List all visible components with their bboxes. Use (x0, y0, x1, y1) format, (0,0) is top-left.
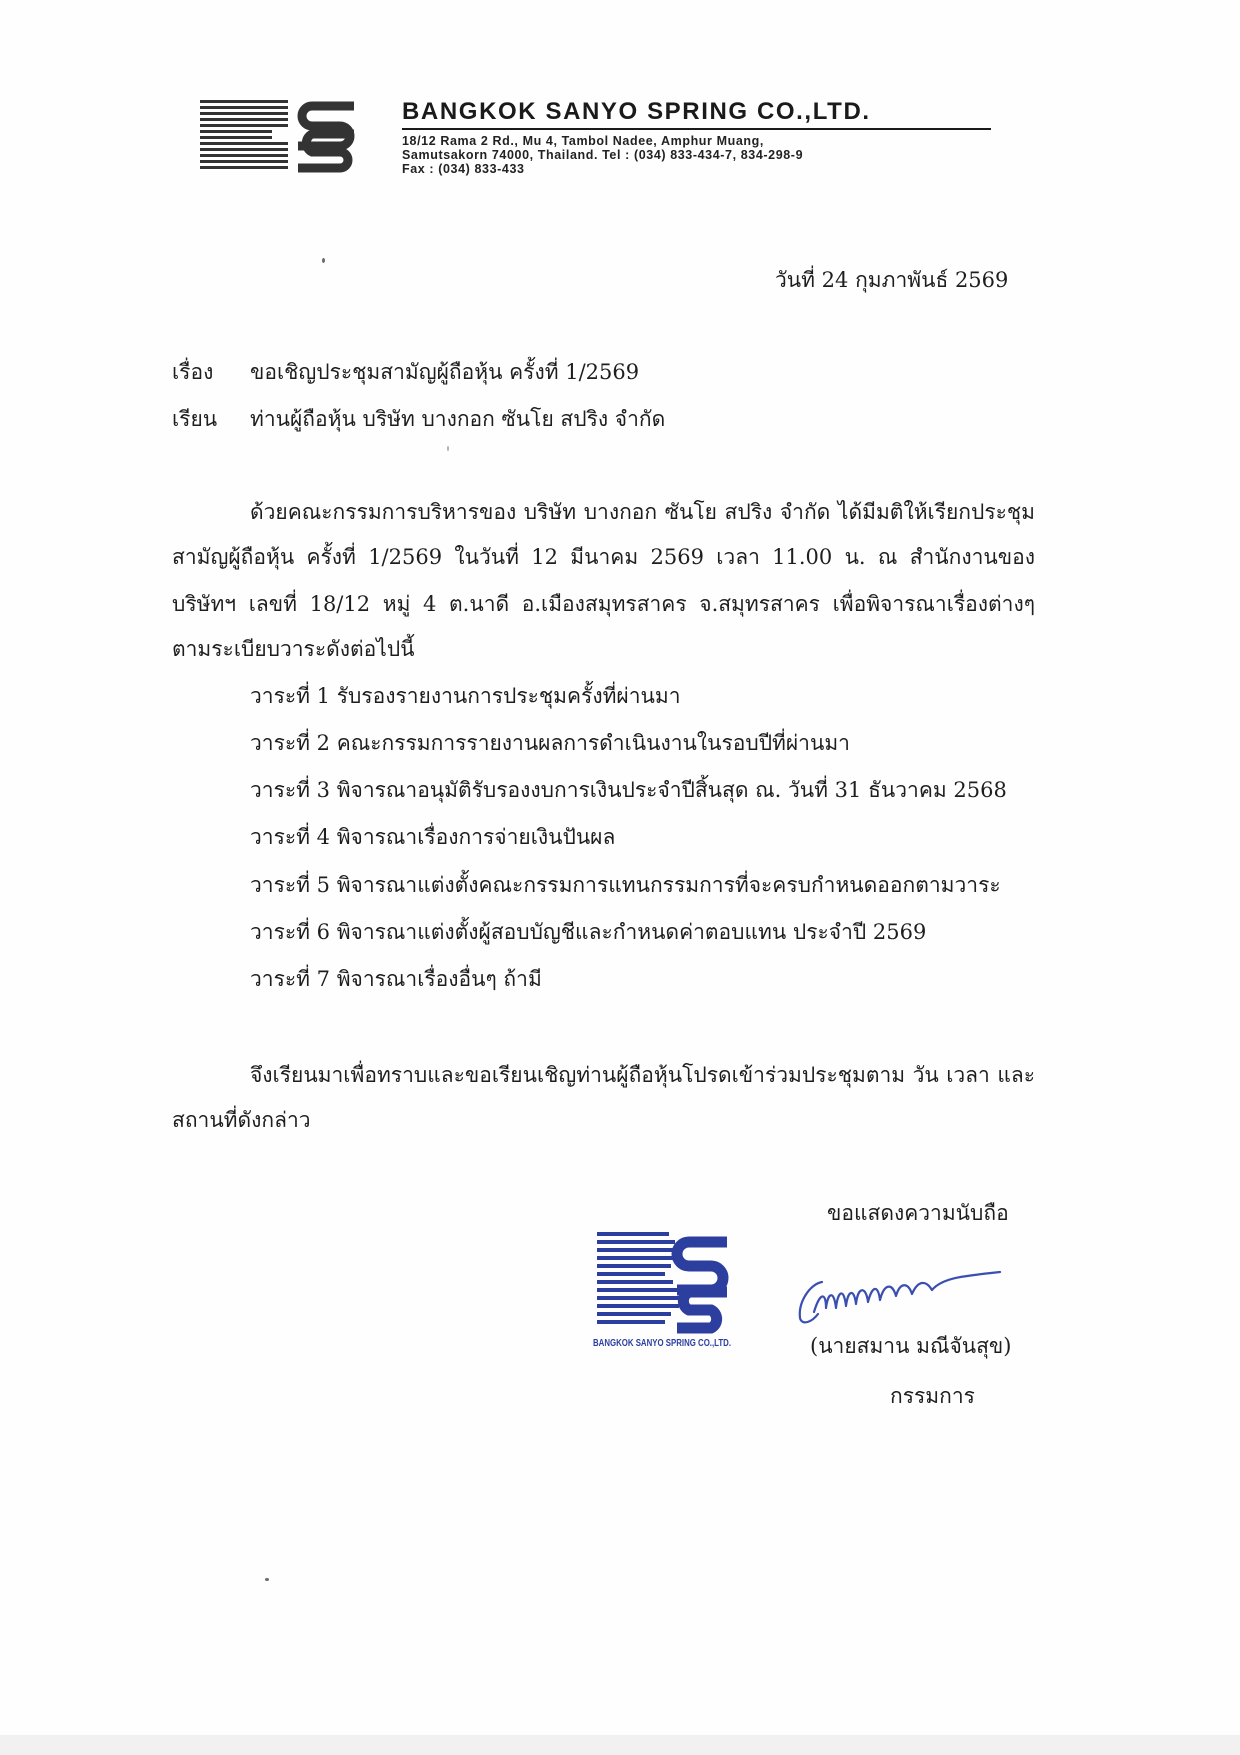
address-line: Samutsakorn 74000, Thailand. Tel : (034) 833-434-7, 834-298-9 (402, 148, 804, 162)
letter-date: วันที่ 24 กุมภาพันธ์ 2569 (775, 268, 1009, 292)
to-text: ท่านผู้ถือหุ้น บริษัท บางกอก ซันโย สปริง จำกัด (250, 407, 666, 431)
body-line: ตามระเบียบวาระดังต่อไปนี้ (172, 637, 415, 661)
scan-speck (265, 1578, 269, 1581)
body-line: สามัญผู้ถือหุ้น ครั้งที่ 1/2569 ในวันที่ 12 มีนาคม 2569 เวลา 11.00 น. ณ สำนักงานของ (172, 545, 1035, 569)
to-label: เรียน (172, 407, 218, 431)
scan-speck (447, 446, 449, 451)
agenda-item: วาระที่ 3 พิจารณาอนุมัติรับรองงบการเงินประจำปีสิ้นสุด ณ. วันที่ 31 ธันวาคม 2568 (250, 778, 1007, 802)
company-name: BANGKOK SANYO SPRING CO.,LTD. (402, 98, 871, 125)
agenda-item: วาระที่ 4 พิจารณาเรื่องการจ่ายเงินปันผล (250, 825, 616, 849)
letterhead-rule (402, 128, 991, 130)
company-seal (593, 1230, 733, 1352)
signatory-name: (นายสมาน มณีจันสุข) (810, 1334, 1012, 1358)
subject-label: เรื่อง (172, 360, 214, 384)
signatory-position: กรรมการ (890, 1384, 975, 1408)
fax-line: Fax : (034) 833-433 (402, 162, 525, 176)
body-line: บริษัทฯ เลขที่ 18/12 หมู่ 4 ต.นาดี อ.เมืองสมุทรสาคร จ.สมุทรสาคร เพื่อพิจารณาเรื่องต่างๆ (172, 592, 1035, 616)
address-line: 18/12 Rama 2 Rd., Mu 4, Tambol Nadee, Amphur Muang, (402, 134, 764, 148)
body-line: ด้วยคณะกรรมการบริหารของ บริษัท บางกอก ซันโย สปริง จำกัด ได้มีมติให้เรียกประชุม (250, 500, 1035, 524)
company-logo (200, 100, 360, 172)
regards-text: ขอแสดงความนับถือ (827, 1201, 1009, 1225)
scan-edge (0, 1735, 1240, 1755)
subject-text: ขอเชิญประชุมสามัญผู้ถือหุ้น ครั้งที่ 1/2569 (250, 360, 640, 384)
agenda-item: วาระที่ 1 รับรองรายงานการประชุมครั้งที่ผ่านมา (250, 684, 681, 708)
closing-line: จึงเรียนมาเพื่อทราบและขอเรียนเชิญท่านผู้ถือหุ้นโปรดเข้าร่วมประชุมตาม วัน เวลา และ (250, 1063, 1035, 1087)
scan-speck (322, 258, 325, 263)
seal-text: BANGKOK SANYO SPRING CO.,LTD. (593, 1338, 732, 1349)
agenda-item: วาระที่ 6 พิจารณาแต่งตั้งผู้สอบบัญชีและกำหนดค่าตอบแทน ประจำปี 2569 (250, 920, 927, 944)
agenda-item: วาระที่ 7 พิจารณาเรื่องอื่นๆ ถ้ามี (250, 967, 542, 991)
signature (792, 1262, 1010, 1332)
closing-line: สถานที่ดังกล่าว (172, 1108, 311, 1132)
agenda-item: วาระที่ 2 คณะกรรมการรายงานผลการดำเนินงานในรอบปีที่ผ่านมา (250, 731, 850, 755)
agenda-item: วาระที่ 5 พิจารณาแต่งตั้งคณะกรรมการแทนกรรมการที่จะครบกำหนดออกตามวาระ (250, 873, 1001, 897)
